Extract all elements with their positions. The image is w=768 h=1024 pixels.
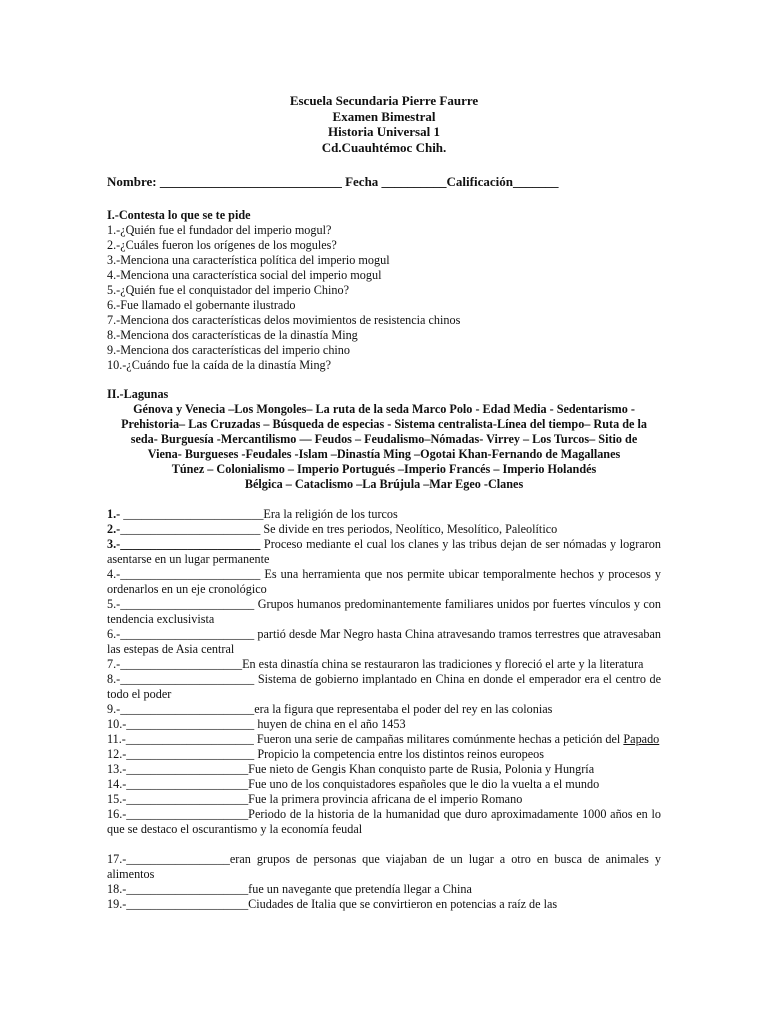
fill-blank-item [107, 747, 661, 762]
item-number: 18.- [107, 882, 127, 896]
section-title: I.-Contesta lo que se te pide [107, 208, 251, 222]
answer-blank[interactable]: _____________________ [125, 732, 254, 746]
fill-blank-item [107, 702, 661, 717]
fill-blank-item [107, 732, 661, 747]
item-number: 9.- [107, 702, 121, 716]
answer-blank[interactable]: ____________________ [126, 897, 249, 911]
question-item: 10.-¿Cuándo fue la caída de la dinastía Ming? [107, 358, 332, 372]
answer-blank[interactable]: ____________________ [126, 762, 249, 776]
fill-blank-item [107, 717, 661, 732]
fill-blank-item [107, 882, 661, 897]
answer-blank[interactable]: ____________________ [126, 777, 249, 791]
question-item: 2.-¿Cuáles fueron los orígenes de los mogules? [107, 238, 337, 252]
item-prompt: Era la religión de los turcos [263, 507, 398, 521]
answer-blank[interactable]: ______________________ [120, 702, 255, 716]
word-bank-line: Prehistoria– Las Cruzadas – Búsqueda de especias - Sistema centralista-Línea del tiempo– Ruta de la [121, 417, 647, 431]
fill-blank-item [107, 897, 661, 912]
question-item: 6.-Fue llamado el gobernante ilustrado [107, 298, 296, 312]
question-item: 9.-Menciona dos características del imperio chino [107, 343, 350, 357]
section-questions [107, 208, 661, 373]
student-info-line: Nombre: ____________________________ Fecha __________Calificación_______ [107, 174, 559, 189]
exam-header [0, 93, 768, 155]
answer-blank[interactable]: ______________________ [120, 597, 255, 611]
item-prompt: Es una herramienta que nos permite ubicar temporalmente hechos y procesos y ordenarlos en un eje cronológico [107, 567, 661, 596]
word-bank [107, 402, 661, 492]
item-prompt: Sistema de gobierno implantado en China en donde el emperador era el centro de todo el poder [107, 672, 661, 701]
fill-blank-item [107, 507, 661, 522]
item-number: 3.- [107, 537, 121, 551]
item-prompt: Grupos humanos predominantemente familiares unidos por fuertes vínculos y con tendencia exclusivista [107, 597, 661, 626]
item-prompt: Fue uno de los conquistadores españoles que le dio la vuelta a el mundo [248, 777, 600, 791]
item-prompt: Proceso mediante el cual los clanes y las tribus dejan de ser nómadas y lograron asentarse en un lugar permanente [107, 537, 661, 566]
item-number: 6.- [107, 627, 121, 641]
item-number: 14.- [107, 777, 127, 791]
item-prompt: En esta dinastía china se restauraron las tradiciones y floreció el arte y la literatura [242, 657, 644, 671]
item-prompt-underlined: Papado [623, 732, 660, 746]
fill-blank-item [107, 807, 661, 837]
item-number: 13.- [107, 762, 127, 776]
item-number: 2.- [107, 522, 121, 536]
item-prompt: Se divide en tres periodos, Neolítico, Mesolítico, Paleolítico [260, 522, 558, 536]
section-title: II.-Lagunas [107, 387, 169, 401]
answer-blank[interactable]: _______________________ [120, 507, 264, 521]
item-prompt: Ciudades de Italia que se convirtieron en potencias a raíz de las [248, 897, 558, 911]
fill-blank-item [107, 672, 661, 702]
word-bank-line: Túnez – Colonialismo – Imperio Portugués –Imperio Francés – Imperio Holandés [171, 462, 597, 476]
item-prompt: huyen de china en el año 1453 [254, 717, 406, 731]
item-number: 19.- [107, 897, 127, 911]
subject-name: Historia Universal 1 [328, 124, 440, 139]
item-prompt: Periodo de la historia de la humanidad que duro aproximadamente 1000 años en lo que se destaco el oscurantismo y la economía feudal [107, 807, 661, 836]
item-prompt: eran grupos de personas que viajaban de un lugar a otro en busca de animales y alimentos [107, 852, 661, 881]
fill-blank-item [107, 852, 661, 882]
exam-type: Examen Bimestral [332, 108, 436, 124]
question-item: 1.-¿Quién fue el fundador del imperio mogul? [107, 223, 332, 237]
fill-blank-list [107, 507, 661, 912]
item-prompt: partió desde Mar Negro hasta China atravesando tramos terrestres que atravesaban las estepas de Asia central [107, 627, 661, 656]
fill-blank-item [107, 792, 661, 807]
fill-blank-item [107, 537, 661, 567]
item-number: 12.- [107, 747, 127, 761]
answer-blank[interactable]: _____________________ [126, 747, 255, 761]
word-bank-line: Bélgica – Cataclismo –La Brújula –Mar Egeo -Clanes [244, 477, 524, 491]
item-number: 10.- [107, 717, 127, 731]
spacer [107, 837, 661, 852]
fill-blank-item [107, 567, 661, 597]
question-item: 4.-Menciona una característica social del imperio mogul [107, 268, 382, 282]
question-item: 5.-¿Quién fue el conquistador del imperio Chino? [107, 283, 349, 297]
answer-blank[interactable]: ____________________ [120, 657, 243, 671]
fill-blank-item [107, 657, 661, 672]
word-bank-line: seda- Burguesía -Mercantilismo — Feudos – Feudalismo–Nómadas- Virrey – Los Turcos– Sitio de [130, 432, 638, 446]
answer-blank[interactable]: ____________________ [126, 792, 249, 806]
answer-blank[interactable]: ____________________ [126, 807, 249, 821]
answer-blank[interactable]: ____________________ [126, 882, 249, 896]
fill-blank-item [107, 597, 661, 627]
item-number: 1.- [107, 507, 121, 521]
item-prompt: Propicio la competencia entre los distintos reinos europeos [254, 747, 544, 761]
item-number: 16.- [107, 807, 127, 821]
item-prompt: Fue la primera provincia africana de el imperio Romano [248, 792, 523, 806]
word-bank-line: Viena- Burgueses -Feudales -Islam –Dinastía Ming –Ogotai Khan-Fernando de Magallanes [147, 447, 621, 461]
answer-blank[interactable]: _______________________ [120, 537, 261, 551]
item-number: 8.- [107, 672, 121, 686]
item-number: 15.- [107, 792, 127, 806]
item-prompt: fue un navegante que pretendía llegar a China [248, 882, 472, 896]
item-prompt: Fueron una serie de campañas militares comúnmente hechas a petición del [253, 732, 624, 746]
section-fill-blanks [107, 387, 661, 492]
answer-blank[interactable]: _______________________ [120, 567, 261, 581]
question-item: 7.-Menciona dos características delos movimientos de resistencia chinos [107, 313, 461, 327]
word-bank-line: Génova y Venecia –Los Mongoles– La ruta de la seda Marco Polo - Edad Media - Sedentarismo - [133, 402, 635, 416]
answer-blank[interactable]: _________________ [126, 852, 230, 866]
question-item: 3.-Menciona una característica política del imperio mogul [107, 253, 390, 267]
school-name: Escuela Secundaria Pierre Faurre [289, 93, 479, 108]
item-number: 17.- [107, 852, 127, 866]
item-number: 5.- [107, 597, 121, 611]
item-number: 11.- [107, 732, 126, 746]
item-number: 7.- [107, 657, 121, 671]
item-number: 4.- [107, 567, 121, 581]
item-prompt: Fue nieto de Gengis Khan conquisto parte de Rusia, Polonia y Hungría [248, 762, 595, 776]
answer-blank[interactable]: _____________________ [126, 717, 255, 731]
fill-blank-item [107, 762, 661, 777]
fill-blank-item [107, 627, 661, 657]
answer-blank[interactable]: _______________________ [120, 522, 261, 536]
question-item: 8.-Menciona dos características de la dinastía Ming [107, 328, 358, 342]
fill-blank-item [107, 522, 661, 537]
answer-blank[interactable]: ______________________ [120, 672, 255, 686]
city-name: Cd.Cuauhtémoc Chih. [321, 139, 447, 155]
fill-blank-item [107, 777, 661, 792]
question-list [107, 223, 661, 373]
answer-blank[interactable]: ______________________ [120, 627, 255, 641]
item-prompt: era la figura que representaba el poder del rey en las colonias [254, 702, 553, 716]
